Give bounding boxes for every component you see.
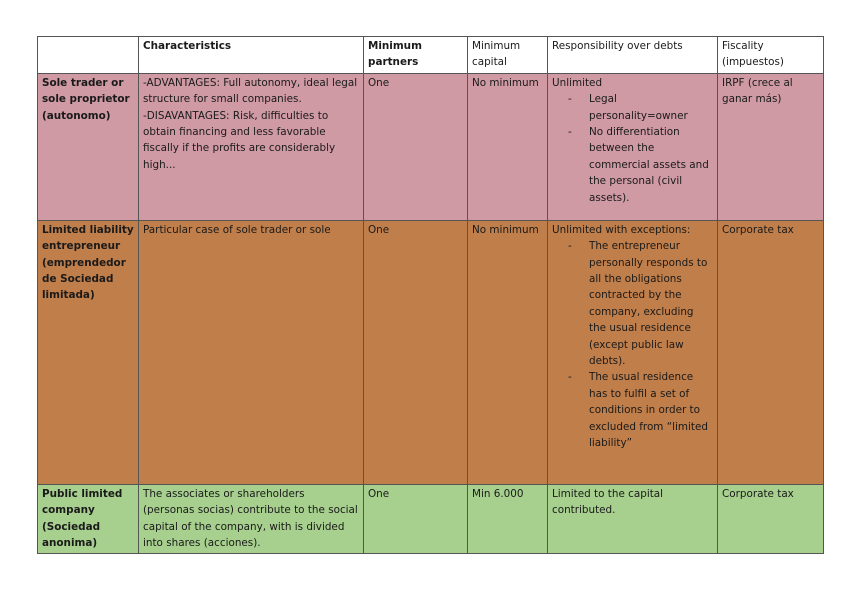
minimum-partners-cell: One [364,73,468,220]
row-name: Sole trader or sole proprietor (autonomo) [38,73,139,220]
responsibility-list [552,91,713,206]
header-minimum-capital: Minimum capital [468,37,548,74]
table-row [38,484,824,554]
row-name: Limited liability entrepreneur (emprendedor de Sociedad limitada) [38,220,139,484]
minimum-capital-cell: No minimum [468,220,548,484]
responsibility-cell [548,220,718,484]
responsibility-intro: Unlimited [552,76,603,89]
list-item: - Legal personality=owner [552,91,713,124]
fiscality-cell: Corporate tax [718,220,824,484]
table-row [38,73,824,220]
fiscality-cell: IRPF (crece al ganar más) [718,73,824,220]
header-characteristics: Characteristics [139,37,364,74]
minimum-capital-cell: No minimum [468,73,548,220]
header-row [38,37,824,74]
list-item: - No differentiation between the commercial assets and the personal (civil assets). [552,124,713,206]
row-name: Public limited company (Sociedad anonima) [38,484,139,554]
list-item: - The entrepreneur personally responds to all the obligations contracted by the company, excluding the usual residence (except public law debts). [552,238,713,369]
minimum-partners-cell: One [364,220,468,484]
list-item: - The usual residence has to fulfil a set of conditions in order to excluded from “limited liability” [552,369,713,451]
characteristics-cell: Particular case of sole trader or sole [139,220,364,484]
minimum-partners-cell: One [364,484,468,554]
responsibility-cell: Limited to the capital contributed. [548,484,718,554]
responsibility-list [552,238,713,451]
characteristics-cell: The associates or shareholders (personas socias) contribute to the social capital of the company, with is divided into shares (acciones). [139,484,364,554]
header-empty-cell [38,37,139,74]
company-types-table [37,36,824,554]
characteristics-cell [139,73,364,220]
table-row [38,220,824,484]
minimum-capital-cell: Min 6.000 [468,484,548,554]
responsibility-intro: Unlimited with exceptions: [552,223,691,236]
fiscality-cell: Corporate tax [718,484,824,554]
advantages-text: -ADVANTAGES: Full autonomy, ideal legal structure for small companies. [143,76,358,106]
header-fiscality: Fiscality (impuestos) [718,37,824,74]
header-minimum-partners: Minimum partners [364,37,468,74]
responsibility-cell [548,73,718,220]
disadvantages-text: -DISAVANTAGES: Risk, difficulties to obtain financing and less favorable fiscally if the profits are considerably high... [143,109,336,171]
header-responsibility: Responsibility over debts [548,37,718,74]
